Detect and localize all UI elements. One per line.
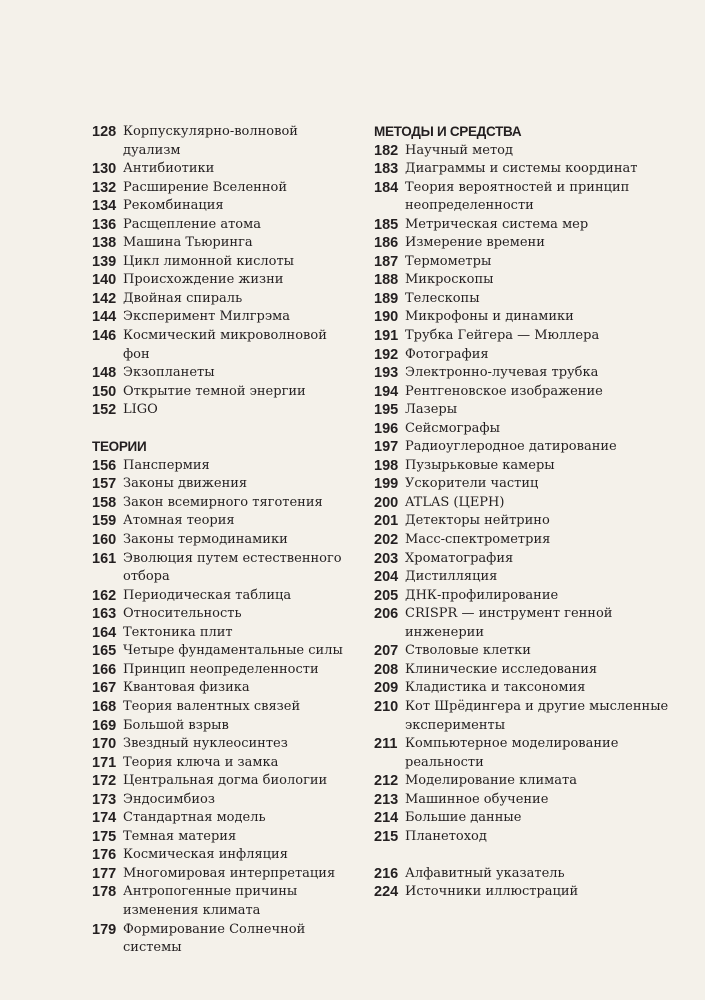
entry-title: Планетоход: [405, 828, 487, 844]
entry-title: Рентгеновское изображение: [405, 383, 603, 399]
toc-entry: [92, 883, 354, 920]
toc-entry: [92, 754, 354, 773]
page-number: 203: [374, 550, 399, 567]
toc-entry: [374, 364, 674, 383]
toc-entry: [374, 828, 674, 847]
toc-entry: [374, 587, 674, 606]
toc-entry: [92, 327, 354, 364]
page-number: 185: [374, 216, 399, 233]
page-number: 170: [92, 736, 117, 753]
section-gap: [374, 846, 674, 865]
page-number: 207: [374, 643, 399, 660]
entry-title: Центральная догма биологии: [123, 773, 328, 789]
entry-title: Эндосимбиоз: [123, 791, 215, 807]
toc-entry: [374, 883, 674, 902]
toc-entry: [374, 234, 674, 253]
entry-title: LIGO: [123, 402, 158, 418]
toc-entry: [374, 420, 674, 439]
toc-entry: [92, 698, 354, 717]
page-number: 162: [92, 587, 117, 604]
entry-title: Научный метод: [405, 142, 513, 158]
page-number: 163: [92, 606, 117, 623]
page-number: 136: [92, 216, 117, 233]
toc-entry: [374, 216, 674, 235]
page-number: 161: [92, 550, 117, 567]
entry-title: Метрическая система мер: [405, 216, 589, 232]
toc-entry: [92, 679, 354, 698]
toc-entry: [92, 717, 354, 736]
page-number: 128: [92, 124, 117, 140]
toc-entry: [92, 735, 354, 754]
page-number: 212: [374, 773, 399, 790]
page-number: 166: [92, 661, 117, 678]
page-number: 130: [92, 161, 117, 178]
toc-entry: [374, 568, 674, 587]
entry-title: Законы термодинамики: [123, 532, 288, 548]
page-number: 200: [374, 494, 399, 511]
toc-entry: [92, 846, 354, 865]
entry-title: Цикл лимонной кислоты: [123, 253, 295, 269]
toc-group-theories: [92, 457, 354, 958]
entry-title: Происхождение жизни: [123, 272, 284, 288]
toc-entry: [374, 661, 674, 680]
toc-entry: [374, 346, 674, 365]
toc-entry: [374, 809, 674, 828]
entry-title: Закон всемирного тяготения: [123, 494, 323, 510]
entry-title: Ускорители частиц: [405, 476, 539, 492]
entry-title: Машина Тьюринга: [123, 235, 253, 251]
toc-entry: [92, 865, 354, 884]
toc-entry: [92, 512, 354, 531]
entry-title: Фотография: [405, 346, 489, 362]
page-number: 150: [92, 383, 117, 400]
toc-entry: [374, 179, 674, 216]
page-number: 159: [92, 513, 117, 530]
entry-title: Квантовая физика: [123, 680, 250, 696]
toc-entry: [92, 475, 354, 494]
page-number: 138: [92, 235, 117, 252]
entry-title: Микроскопы: [405, 272, 494, 288]
entry-title: Периодическая таблица: [123, 587, 292, 603]
entry-title: Расщепление атома: [123, 216, 261, 232]
entry-title: Дистилляция: [405, 569, 498, 585]
page-number: 210: [374, 698, 399, 715]
page-number: 194: [374, 383, 399, 400]
toc-entry: [92, 828, 354, 847]
toc-entry: [374, 142, 674, 161]
entry-title: Электронно-лучевая трубка: [405, 365, 599, 381]
page-number: 157: [92, 476, 117, 493]
entry-title: Телескопы: [405, 290, 480, 306]
page-number: 215: [374, 828, 399, 845]
page-number: 202: [374, 532, 399, 549]
entry-title: Формирование Солнечной системы: [123, 921, 306, 956]
entry-title: Кот Шрёдингера и другие мысленные эксперименты: [405, 698, 669, 733]
page-number: 134: [92, 198, 117, 215]
toc-entry: [92, 234, 354, 253]
toc-entry: [374, 383, 674, 402]
entry-title: Космическая инфляция: [123, 847, 288, 863]
toc-left-column: [92, 123, 354, 958]
page-number: 216: [374, 865, 399, 882]
entry-title: Расширение Вселенной: [123, 179, 287, 195]
entry-title: Двойная спираль: [123, 290, 243, 306]
toc-entry: [374, 327, 674, 346]
toc-entry: [92, 550, 354, 587]
toc-entry: [92, 772, 354, 791]
entry-title: Эксперимент Милгрэма: [123, 309, 291, 325]
toc-entry: [374, 512, 674, 531]
page-number: 199: [374, 476, 399, 493]
entry-title: Теория вероятностей и принцип неопределенности: [405, 179, 630, 214]
page-number: 139: [92, 253, 117, 270]
toc-entry: [374, 531, 674, 550]
entry-title: Измерение времени: [405, 235, 545, 251]
entry-title: Относительность: [123, 606, 242, 622]
entry-title: Панспермия: [123, 457, 210, 473]
toc-entry: [92, 364, 354, 383]
entry-title: Диаграммы и системы координат: [405, 161, 638, 177]
entry-title: ATLAS (ЦЕРН): [405, 494, 505, 510]
toc-entry: [92, 587, 354, 606]
entry-title: Микрофоны и динамики: [405, 309, 574, 325]
page-number: 146: [92, 328, 117, 345]
toc-entry: [92, 160, 354, 179]
toc-entry: [92, 197, 354, 216]
page-number: 198: [374, 457, 399, 474]
toc-entry: [92, 642, 354, 661]
page-number: 172: [92, 773, 117, 790]
page-number: 197: [374, 439, 399, 456]
toc-entry: [92, 216, 354, 235]
toc-entry: [374, 772, 674, 791]
entry-title: Антибиотики: [123, 161, 215, 177]
page-number: 191: [374, 328, 399, 345]
toc-entry: [374, 160, 674, 179]
page-number: 182: [374, 142, 399, 159]
page-number: 183: [374, 161, 399, 178]
page-number: 175: [92, 828, 117, 845]
toc-entry: [374, 865, 674, 884]
toc-entry: [92, 290, 354, 309]
toc-entry: [374, 735, 674, 772]
page-number: 165: [92, 643, 117, 660]
page-number: 189: [374, 290, 399, 307]
page-number: 179: [92, 921, 117, 938]
page-number: 186: [374, 235, 399, 252]
entry-title: Большие данные: [405, 810, 522, 826]
page-number: 208: [374, 661, 399, 678]
toc-entry: [92, 457, 354, 476]
page-number: 168: [92, 698, 117, 715]
page-number: 174: [92, 810, 117, 827]
entry-title: Экзопланеты: [123, 365, 215, 381]
page-number: 201: [374, 513, 399, 530]
toc-entry: [92, 123, 354, 160]
page-number: 176: [92, 847, 117, 864]
toc-entry: [374, 475, 674, 494]
page-number: 171: [92, 754, 117, 771]
page-number: 148: [92, 365, 117, 382]
entry-title: Источники иллюстраций: [405, 884, 579, 900]
section-gap: [92, 420, 354, 439]
toc-entry: [374, 401, 674, 420]
entry-title: Масс-спектрометрия: [405, 532, 551, 548]
entry-title: Машинное обучение: [405, 791, 549, 807]
toc-entry: [92, 809, 354, 828]
entry-title: Термометры: [405, 253, 492, 269]
entry-title: ДНК-профилирование: [405, 587, 559, 603]
section-heading-theories: ТЕОРИИ: [92, 439, 147, 455]
entry-title: Рекомбинация: [123, 198, 224, 214]
entry-title: Эволюция путем естественного отбора: [123, 550, 342, 585]
toc-entry: [92, 308, 354, 327]
page-number: 204: [374, 569, 399, 586]
page-number: 190: [374, 309, 399, 326]
page-number: 152: [92, 402, 117, 419]
toc-entry: [374, 550, 674, 569]
page-number: 158: [92, 494, 117, 511]
entry-title: Радиоуглеродное датирование: [405, 439, 617, 455]
toc-entry: [92, 921, 354, 958]
entry-title: Пузырьковые камеры: [405, 457, 555, 473]
toc-entry: [92, 383, 354, 402]
entry-title: Стволовые клетки: [405, 643, 531, 659]
page-number: 178: [92, 884, 117, 901]
toc-entry: [374, 308, 674, 327]
toc-group-discoveries: [92, 123, 354, 420]
toc-entry: [374, 457, 674, 476]
page-number: 167: [92, 680, 117, 697]
entry-title: Антропогенные причины изменения климата: [123, 884, 298, 918]
page-number: 140: [92, 272, 117, 289]
entry-title: Стандартная модель: [123, 810, 266, 826]
entry-title: Моделирование климата: [405, 773, 577, 789]
entry-title: Принцип неопределенности: [123, 661, 319, 677]
toc-entry: [374, 679, 674, 698]
toc-entry: [92, 624, 354, 643]
page-number: 224: [374, 884, 399, 901]
page-number: 156: [92, 457, 117, 474]
page-number: 188: [374, 272, 399, 289]
page-number: 184: [374, 179, 399, 196]
page-number: 164: [92, 624, 117, 641]
entry-title: Большой взрыв: [123, 717, 229, 733]
page-number: 213: [374, 791, 399, 808]
page-number: 169: [92, 717, 117, 734]
toc-entry: [92, 179, 354, 198]
toc-entry: [92, 531, 354, 550]
page-number: 144: [92, 309, 117, 326]
toc-entry: [374, 438, 674, 457]
toc-entry: [92, 271, 354, 290]
toc-group-methods: [374, 142, 674, 847]
entry-title: Детекторы нейтрино: [405, 513, 550, 529]
page-number: 206: [374, 606, 399, 623]
toc-entry: [92, 401, 354, 420]
page-number: 177: [92, 865, 117, 882]
page-number: 209: [374, 680, 399, 697]
entry-title: Лазеры: [405, 402, 458, 418]
entry-title: Компьютерное моделирование реальности: [405, 736, 619, 770]
entry-title: Тектоника плит: [123, 624, 233, 640]
entry-title: Многомировая интерпретация: [123, 865, 336, 881]
section-heading-methods: МЕТОДЫ И СРЕДСТВА: [374, 124, 522, 139]
toc-entry: [374, 494, 674, 513]
page-number: 211: [374, 736, 398, 753]
entry-title: Звездный нуклеосинтез: [123, 736, 288, 752]
entry-title: Хроматография: [405, 550, 514, 566]
entry-title: Законы движения: [123, 476, 248, 492]
entry-title: Клинические исследования: [405, 661, 598, 677]
entry-title: CRISPR — инструмент генной инженерии: [405, 606, 613, 640]
entry-title: Теория ключа и замка: [123, 754, 279, 770]
page-number: 173: [92, 791, 117, 808]
entry-title: Открытие темной энергии: [123, 383, 306, 399]
page-number: 160: [92, 532, 117, 549]
page-number: 187: [374, 253, 399, 270]
toc-entry: [374, 791, 674, 810]
entry-title: Трубка Гейгера — Мюллера: [405, 328, 600, 344]
toc-entry: [92, 494, 354, 513]
toc-entry: [374, 642, 674, 661]
entry-title: Алфавитный указатель: [405, 865, 565, 881]
page-number: 193: [374, 365, 399, 382]
page-number: 192: [374, 346, 399, 363]
page-number: 142: [92, 290, 117, 307]
entry-title: Четыре фундаментальные силы: [123, 643, 343, 659]
page-number: 196: [374, 420, 399, 437]
toc-entry: [92, 661, 354, 680]
entry-title: Атомная теория: [123, 513, 235, 529]
page-number: 214: [374, 810, 399, 827]
entry-title: Теория валентных связей: [123, 698, 301, 714]
page-number: 205: [374, 587, 399, 604]
toc-entry: [92, 791, 354, 810]
entry-title: Темная материя: [123, 828, 237, 844]
toc-entry: [374, 271, 674, 290]
entry-title: Кладистика и таксономия: [405, 680, 586, 696]
toc-entry: [92, 605, 354, 624]
toc-entry: [374, 698, 674, 735]
toc-entry: [374, 290, 674, 309]
entry-title: Корпускулярно-волновой дуализм: [123, 124, 298, 158]
toc-right-column: [374, 123, 674, 902]
entry-title: Космический микроволновой фон: [123, 328, 327, 362]
page-number: 132: [92, 179, 117, 196]
toc-entry: [374, 253, 674, 272]
entry-title: Сейсмографы: [405, 420, 500, 436]
toc-group-back-matter: [374, 865, 674, 902]
toc-entry: [374, 605, 674, 642]
toc-entry: [92, 253, 354, 272]
page-number: 195: [374, 402, 399, 419]
